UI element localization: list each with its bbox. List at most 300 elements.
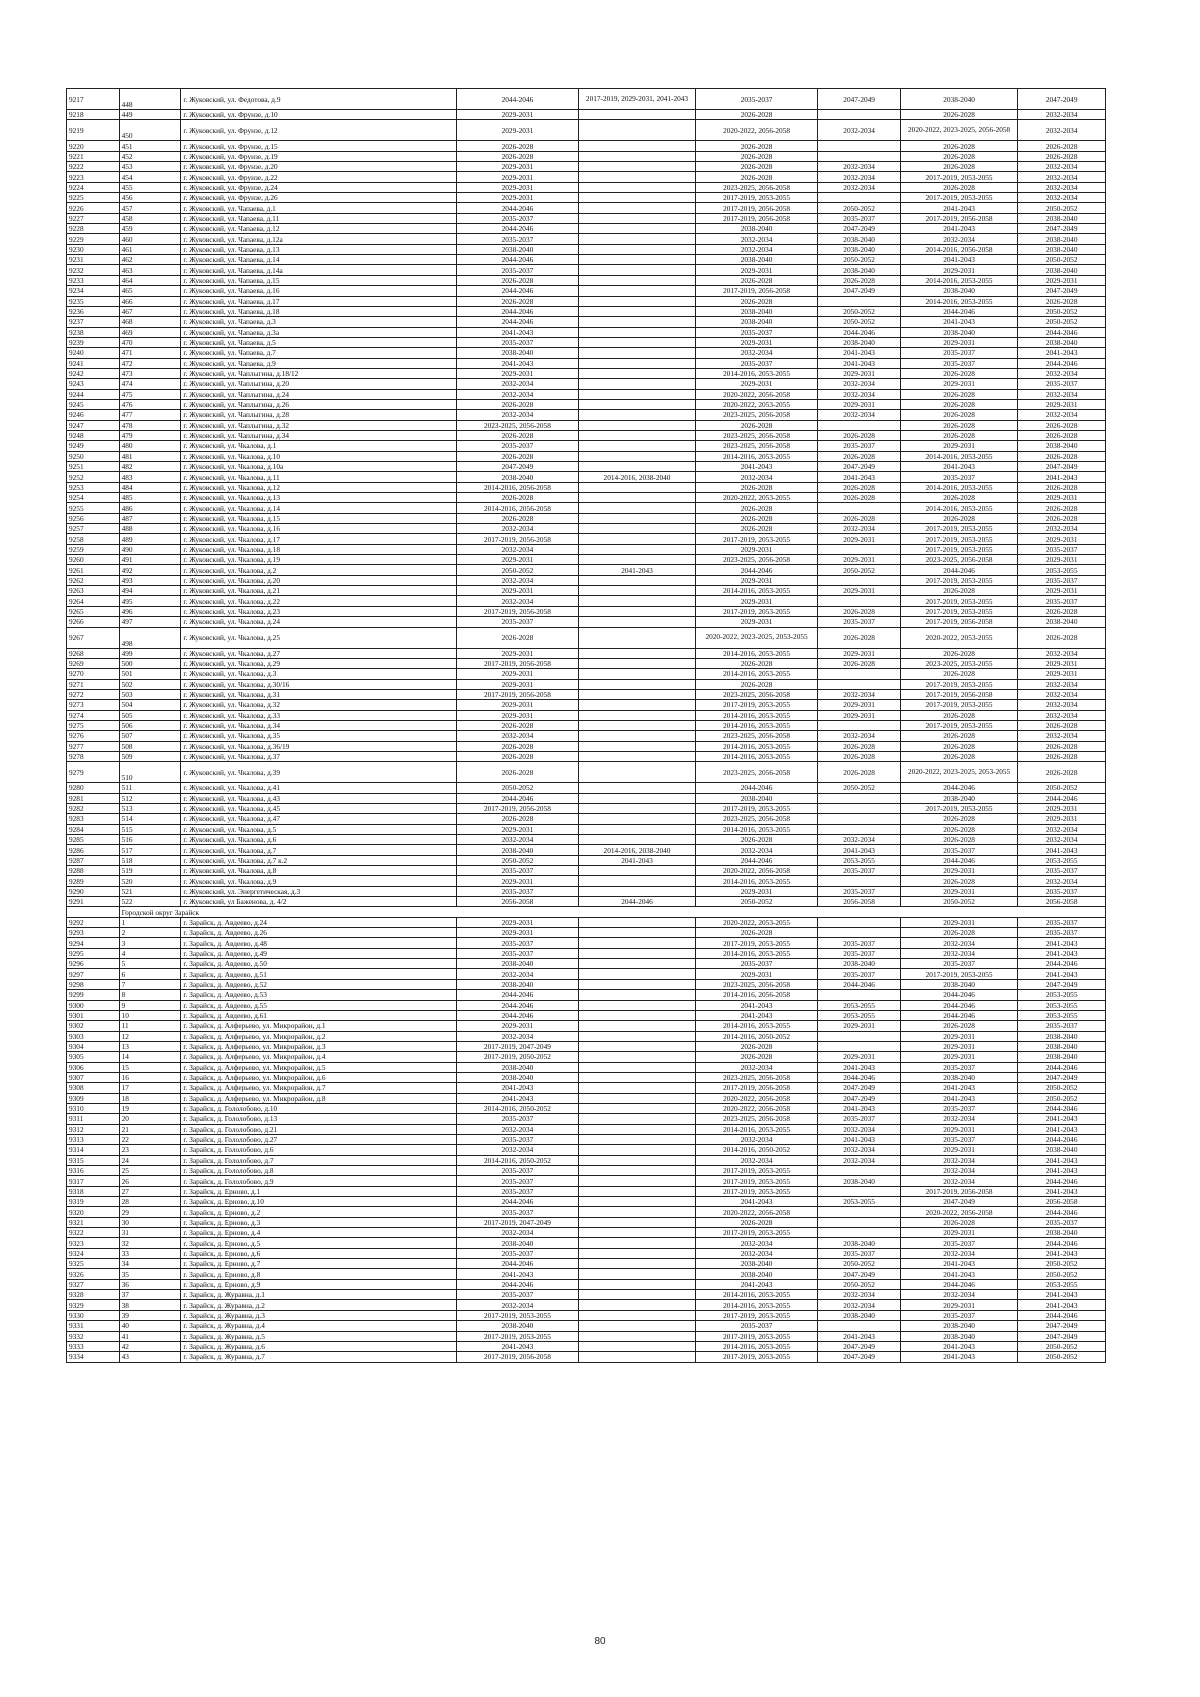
address-cell: г. Зарайск, д. Авдеево, д.26 bbox=[181, 928, 456, 938]
period-cell-5: 2026-2028 bbox=[900, 368, 1018, 378]
table-row bbox=[67, 866, 1106, 876]
row-number-cell: 482 bbox=[119, 462, 181, 472]
period-cell-2 bbox=[579, 306, 695, 316]
period-cell-6: 2044-2046 bbox=[1018, 1134, 1106, 1144]
row-number-cell: 5 bbox=[119, 959, 181, 969]
period-cell-3: 2023-2025, 2056-2058 bbox=[695, 814, 818, 824]
period-cell-2 bbox=[579, 482, 695, 492]
table-row bbox=[67, 586, 1106, 596]
period-cell-4: 2026-2028 bbox=[818, 451, 900, 461]
period-cell-1: 2044-2046 bbox=[456, 317, 579, 327]
address-cell: г. Жуковский, ул. Чаплыгина, д.24 bbox=[181, 389, 456, 399]
period-cell-6: 2035-2037 bbox=[1018, 886, 1106, 896]
row-index-cell: 9261 bbox=[67, 565, 120, 575]
period-cell-3: 2026-2028 bbox=[695, 513, 818, 523]
row-index-cell: 9332 bbox=[67, 1331, 120, 1341]
period-cell-5: 2044-2046 bbox=[900, 783, 1018, 793]
period-cell-5: 2038-2040 bbox=[900, 793, 1018, 803]
address-cell: г. Жуковский, ул. Чкалова, д.33 bbox=[181, 710, 456, 720]
period-cell-3: 2026-2028 bbox=[695, 482, 818, 492]
period-cell-5: 2029-2031 bbox=[900, 1041, 1018, 1051]
period-cell-6: 2029-2031 bbox=[1018, 399, 1106, 409]
period-cell-5: 2026-2028 bbox=[900, 731, 1018, 741]
period-cell-5: 2026-2028 bbox=[900, 493, 1018, 503]
table-row bbox=[67, 648, 1106, 658]
period-cell-5: 2014-2016, 2053-2055 bbox=[900, 503, 1018, 513]
period-cell-5: 2017-2019, 2053-2055 bbox=[900, 596, 1018, 606]
address-cell: г. Зарайск, д. Ерново, д.8 bbox=[181, 1269, 456, 1279]
period-cell-6: 2032-2034 bbox=[1018, 835, 1106, 845]
table-row bbox=[67, 1238, 1106, 1248]
table-row bbox=[67, 669, 1106, 679]
period-cell-6: 2038-2040 bbox=[1018, 617, 1106, 627]
period-cell-6: 2050-2052 bbox=[1018, 306, 1106, 316]
period-cell-1: 2026-2028 bbox=[456, 141, 579, 151]
period-cell-5: 2044-2046 bbox=[900, 1279, 1018, 1289]
period-cell-5: 2044-2046 bbox=[900, 565, 1018, 575]
period-cell-6: 2050-2052 bbox=[1018, 1093, 1106, 1103]
row-number-cell: 4 bbox=[119, 948, 181, 958]
period-cell-6: 2044-2046 bbox=[1018, 1062, 1106, 1072]
row-index-cell: 9248 bbox=[67, 430, 120, 440]
period-cell-6: 2035-2037 bbox=[1018, 379, 1106, 389]
period-cell-2 bbox=[579, 110, 695, 120]
period-cell-1: 2032-2034 bbox=[456, 969, 579, 979]
address-cell: г. Жуковский, ул. Чапаева, д.13 bbox=[181, 244, 456, 254]
period-cell-4: 2047-2049 bbox=[818, 1083, 900, 1093]
row-index-cell: 9273 bbox=[67, 700, 120, 710]
period-cell-3: 2029-2031 bbox=[695, 596, 818, 606]
row-number-cell: 30 bbox=[119, 1217, 181, 1227]
schedule-table-body bbox=[67, 89, 1106, 1363]
table-row bbox=[67, 120, 1106, 141]
row-index-cell: 9305 bbox=[67, 1052, 120, 1062]
period-cell-2 bbox=[579, 1083, 695, 1093]
row-number-cell: 471 bbox=[119, 348, 181, 358]
period-cell-2 bbox=[579, 928, 695, 938]
table-row bbox=[67, 1114, 1106, 1124]
period-cell-5: 2041-2043 bbox=[900, 1269, 1018, 1279]
period-cell-6: 2044-2046 bbox=[1018, 1310, 1106, 1320]
table-row bbox=[67, 203, 1106, 213]
period-cell-3: 2020-2022, 2053-2055 bbox=[695, 399, 818, 409]
period-cell-3: 2026-2028 bbox=[695, 162, 818, 172]
period-cell-4: 2050-2052 bbox=[818, 1259, 900, 1269]
row-index-cell: 9303 bbox=[67, 1031, 120, 1041]
period-cell-3: 2038-2040 bbox=[695, 255, 818, 265]
address-cell: г. Зарайск, д. Гололобово, д.27 bbox=[181, 1134, 456, 1144]
period-cell-5: 2032-2034 bbox=[900, 948, 1018, 958]
period-cell-1: 2014-2016, 2056-2058 bbox=[456, 503, 579, 513]
row-number-cell: 484 bbox=[119, 482, 181, 492]
period-cell-6: 2041-2043 bbox=[1018, 969, 1106, 979]
period-cell-4: 2038-2040 bbox=[818, 1238, 900, 1248]
row-number-cell: 13 bbox=[119, 1041, 181, 1051]
row-index-cell: 9334 bbox=[67, 1352, 120, 1362]
row-number-cell: 460 bbox=[119, 234, 181, 244]
table-row bbox=[67, 224, 1106, 234]
period-cell-5: 2026-2028 bbox=[900, 182, 1018, 192]
period-cell-6: 2032-2034 bbox=[1018, 700, 1106, 710]
period-cell-3: 2017-2019, 2053-2055 bbox=[695, 803, 818, 813]
period-cell-2 bbox=[579, 1207, 695, 1217]
period-cell-4: 2032-2034 bbox=[818, 1300, 900, 1310]
period-cell-2 bbox=[579, 1093, 695, 1103]
period-cell-6: 2050-2052 bbox=[1018, 317, 1106, 327]
table-row bbox=[67, 534, 1106, 544]
period-cell-4: 2035-2037 bbox=[818, 213, 900, 223]
table-row bbox=[67, 141, 1106, 151]
period-cell-4 bbox=[818, 1166, 900, 1176]
period-cell-2 bbox=[579, 544, 695, 554]
row-number-cell: 7 bbox=[119, 979, 181, 989]
address-cell: г. Жуковский, ул. Чкалова, д.43 bbox=[181, 793, 456, 803]
period-cell-5: 2032-2034 bbox=[900, 1290, 1018, 1300]
period-cell-3: 2014-2016, 2056-2058 bbox=[695, 990, 818, 1000]
period-cell-3: 2026-2028 bbox=[695, 1217, 818, 1227]
period-cell-5: 2026-2028 bbox=[900, 928, 1018, 938]
period-cell-2 bbox=[579, 1321, 695, 1331]
period-cell-6: 2035-2037 bbox=[1018, 928, 1106, 938]
row-index-cell: 9233 bbox=[67, 275, 120, 285]
table-row bbox=[67, 1321, 1106, 1331]
table-row bbox=[67, 948, 1106, 958]
period-cell-6: 2032-2034 bbox=[1018, 689, 1106, 699]
period-cell-4 bbox=[818, 990, 900, 1000]
period-cell-1: 2029-2031 bbox=[456, 120, 579, 141]
address-cell: г. Зарайск, д. Алферьево, ул. Микрорайон, д.6 bbox=[181, 1072, 456, 1082]
period-cell-4 bbox=[818, 720, 900, 730]
period-cell-5: 2026-2028 bbox=[900, 824, 1018, 834]
period-cell-6: 2035-2037 bbox=[1018, 917, 1106, 927]
row-number-cell: 42 bbox=[119, 1341, 181, 1351]
period-cell-1: 2017-2019, 2047-2049 bbox=[456, 1041, 579, 1051]
period-cell-5: 2029-2031 bbox=[900, 1228, 1018, 1238]
row-index-cell: 9292 bbox=[67, 917, 120, 927]
address-cell: г. Жуковский, ул. Чаплыгина, д.32 bbox=[181, 420, 456, 430]
period-cell-3: 2014-2016, 2053-2055 bbox=[695, 1021, 818, 1031]
period-cell-5: 2020-2022, 2023-2025, 2056-2058 bbox=[900, 120, 1018, 141]
address-cell: г. Жуковский, ул. Чкалова, д.8 bbox=[181, 866, 456, 876]
period-cell-5: 2026-2028 bbox=[900, 669, 1018, 679]
period-cell-3: 2014-2016, 2053-2055 bbox=[695, 720, 818, 730]
row-number-cell: 43 bbox=[119, 1352, 181, 1362]
address-cell: г. Жуковский, ул. Чкалова, д.18 bbox=[181, 544, 456, 554]
period-cell-2: 2044-2046 bbox=[579, 897, 695, 907]
period-cell-5: 2026-2028 bbox=[900, 1217, 1018, 1227]
row-number-cell: 8 bbox=[119, 990, 181, 1000]
period-cell-3: 2029-2031 bbox=[695, 969, 818, 979]
period-cell-3: 2038-2040 bbox=[695, 306, 818, 316]
row-number-cell: 515 bbox=[119, 824, 181, 834]
row-index-cell: 9285 bbox=[67, 835, 120, 845]
table-row bbox=[67, 296, 1106, 306]
address-cell: г. Жуковский, ул. Чкалова, д.9 bbox=[181, 876, 456, 886]
address-cell: г. Жуковский, ул. Чкалова, д.7 bbox=[181, 845, 456, 855]
period-cell-1: 2029-2031 bbox=[456, 928, 579, 938]
period-cell-3: 2026-2028 bbox=[695, 658, 818, 668]
row-index-cell: 9224 bbox=[67, 182, 120, 192]
period-cell-3: 2014-2016, 2053-2055 bbox=[695, 669, 818, 679]
table-row bbox=[67, 348, 1106, 358]
table-row bbox=[67, 627, 1106, 648]
row-number-cell: 28 bbox=[119, 1197, 181, 1207]
period-cell-3: 2023-2025, 2056-2058 bbox=[695, 182, 818, 192]
period-cell-4 bbox=[818, 917, 900, 927]
table-row bbox=[67, 845, 1106, 855]
period-cell-2 bbox=[579, 524, 695, 534]
period-cell-5: 2017-2019, 2056-2058 bbox=[900, 689, 1018, 699]
address-cell: г. Жуковский, ул. Чкалова, д.29 bbox=[181, 658, 456, 668]
period-cell-5: 2026-2028 bbox=[900, 162, 1018, 172]
table-row bbox=[67, 1134, 1106, 1144]
period-cell-5: 2029-2031 bbox=[900, 441, 1018, 451]
period-cell-3: 2023-2025, 2056-2058 bbox=[695, 731, 818, 741]
row-index-cell: 9243 bbox=[67, 379, 120, 389]
period-cell-3: 2035-2037 bbox=[695, 327, 818, 337]
period-cell-1: 2029-2031 bbox=[456, 917, 579, 927]
table-row bbox=[67, 89, 1106, 110]
table-row bbox=[67, 1093, 1106, 1103]
period-cell-1: 2026-2028 bbox=[456, 493, 579, 503]
address-cell: г. Зарайск, д. Ерново, д.7 bbox=[181, 1259, 456, 1269]
table-row bbox=[67, 990, 1106, 1000]
period-cell-6: 2047-2049 bbox=[1018, 1331, 1106, 1341]
row-index-cell: 9290 bbox=[67, 886, 120, 896]
table-row bbox=[67, 689, 1106, 699]
row-index-cell: 9288 bbox=[67, 866, 120, 876]
period-cell-1: 2056-2058 bbox=[456, 897, 579, 907]
period-cell-4: 2041-2043 bbox=[818, 358, 900, 368]
period-cell-4: 2047-2049 bbox=[818, 1269, 900, 1279]
row-index-cell: 9219 bbox=[67, 120, 120, 141]
row-number-cell: 458 bbox=[119, 213, 181, 223]
period-cell-6: 2047-2049 bbox=[1018, 286, 1106, 296]
period-cell-1: 2017-2019, 2056-2058 bbox=[456, 803, 579, 813]
row-number-cell: 490 bbox=[119, 544, 181, 554]
period-cell-3: 2041-2043 bbox=[695, 462, 818, 472]
period-cell-6: 2032-2034 bbox=[1018, 524, 1106, 534]
period-cell-4 bbox=[818, 876, 900, 886]
period-cell-2 bbox=[579, 1021, 695, 1031]
period-cell-4: 2047-2049 bbox=[818, 224, 900, 234]
period-cell-3: 2029-2031 bbox=[695, 544, 818, 554]
address-cell: г. Зарайск, д. Алферьево, ул. Микрорайон, д.3 bbox=[181, 1041, 456, 1051]
period-cell-2 bbox=[579, 1248, 695, 1258]
row-index-cell: 9323 bbox=[67, 1238, 120, 1248]
period-cell-2 bbox=[579, 990, 695, 1000]
period-cell-3: 2017-2019, 2053-2055 bbox=[695, 606, 818, 616]
period-cell-5: 2026-2028 bbox=[900, 389, 1018, 399]
table-row bbox=[67, 1207, 1106, 1217]
row-number-cell: 479 bbox=[119, 430, 181, 440]
period-cell-5: 2032-2034 bbox=[900, 1176, 1018, 1186]
address-cell: г. Жуковский, ул. Чкалова, д.35 bbox=[181, 731, 456, 741]
row-number-cell: 470 bbox=[119, 337, 181, 347]
period-cell-3: 2026-2028 bbox=[695, 835, 818, 845]
period-cell-4: 2035-2037 bbox=[818, 969, 900, 979]
address-cell: г. Жуковский, ул. Чкалова, д.34 bbox=[181, 720, 456, 730]
row-number-cell: 465 bbox=[119, 286, 181, 296]
period-cell-6: 2041-2043 bbox=[1018, 948, 1106, 958]
period-cell-3: 2020-2022, 2056-2058 bbox=[695, 1093, 818, 1103]
address-cell: г. Жуковский, ул. Чкалова, д.1 bbox=[181, 441, 456, 451]
address-cell: г. Жуковский, ул. Чкалова, д.7 к.2 bbox=[181, 855, 456, 865]
address-cell: г. Жуковский, ул. Чкалова, д.15 bbox=[181, 513, 456, 523]
period-cell-3: 2026-2028 bbox=[695, 928, 818, 938]
period-cell-6: 2041-2043 bbox=[1018, 1248, 1106, 1258]
row-number-cell: 520 bbox=[119, 876, 181, 886]
address-cell: г. Жуковский, ул. Фрунзе, д.24 bbox=[181, 182, 456, 192]
row-number-cell: 23 bbox=[119, 1145, 181, 1155]
row-number-cell: 18 bbox=[119, 1093, 181, 1103]
period-cell-4 bbox=[818, 814, 900, 824]
period-cell-1: 2029-2031 bbox=[456, 110, 579, 120]
row-number-cell: 518 bbox=[119, 855, 181, 865]
period-cell-2 bbox=[579, 751, 695, 761]
table-row bbox=[67, 513, 1106, 523]
period-cell-6: 2026-2028 bbox=[1018, 751, 1106, 761]
row-index-cell: 9282 bbox=[67, 803, 120, 813]
period-cell-1: 2029-2031 bbox=[456, 710, 579, 720]
period-cell-5: 2038-2040 bbox=[900, 979, 1018, 989]
row-number-cell: 6 bbox=[119, 969, 181, 979]
period-cell-2 bbox=[579, 1041, 695, 1051]
period-cell-3: 2017-2019, 2053-2055 bbox=[695, 1352, 818, 1362]
period-cell-4: 2029-2031 bbox=[818, 368, 900, 378]
period-cell-1: 2047-2049 bbox=[456, 462, 579, 472]
row-index-cell: 9271 bbox=[67, 679, 120, 689]
row-index-cell: 9278 bbox=[67, 751, 120, 761]
row-number-cell: 516 bbox=[119, 835, 181, 845]
period-cell-2 bbox=[579, 1155, 695, 1165]
table-row bbox=[67, 358, 1106, 368]
period-cell-6: 2029-2031 bbox=[1018, 586, 1106, 596]
address-cell: г. Жуковский, ул. Чкалова, д.10а bbox=[181, 462, 456, 472]
period-cell-4 bbox=[818, 544, 900, 554]
period-cell-2 bbox=[579, 1145, 695, 1155]
row-index-cell: 9299 bbox=[67, 990, 120, 1000]
row-index-cell: 9226 bbox=[67, 203, 120, 213]
table-row bbox=[67, 182, 1106, 192]
period-cell-5: 2026-2028 bbox=[900, 399, 1018, 409]
row-index-cell: 9237 bbox=[67, 317, 120, 327]
period-cell-3: 2014-2016, 2053-2055 bbox=[695, 948, 818, 958]
table-row bbox=[67, 575, 1106, 585]
table-row bbox=[67, 213, 1106, 223]
row-index-cell: 9309 bbox=[67, 1093, 120, 1103]
period-cell-6: 2038-2040 bbox=[1018, 265, 1106, 275]
period-cell-3: 2014-2016, 2053-2055 bbox=[695, 1290, 818, 1300]
row-number-cell: 504 bbox=[119, 700, 181, 710]
period-cell-6: 2026-2028 bbox=[1018, 503, 1106, 513]
period-cell-6: 2050-2052 bbox=[1018, 203, 1106, 213]
table-row bbox=[67, 1352, 1106, 1362]
address-cell: г. Жуковский, ул. Чапаева, д.7 bbox=[181, 348, 456, 358]
period-cell-1: 2026-2028 bbox=[456, 627, 579, 648]
period-cell-2 bbox=[579, 451, 695, 461]
period-cell-6: 2047-2049 bbox=[1018, 89, 1106, 110]
period-cell-1: 2032-2034 bbox=[456, 379, 579, 389]
period-cell-1: 2032-2034 bbox=[456, 410, 579, 420]
period-cell-5: 2026-2028 bbox=[900, 1021, 1018, 1031]
table-row bbox=[67, 1248, 1106, 1258]
row-number-cell: 1 bbox=[119, 917, 181, 927]
address-cell: г. Жуковский, ул. Чкалова, д.39 bbox=[181, 762, 456, 783]
period-cell-2 bbox=[579, 1238, 695, 1248]
address-cell: г. Жуковский, ул. Чкалова, д.41 bbox=[181, 783, 456, 793]
period-cell-6: 2050-2052 bbox=[1018, 1352, 1106, 1362]
period-cell-1: 2035-2037 bbox=[456, 1207, 579, 1217]
period-cell-6: 2044-2046 bbox=[1018, 793, 1106, 803]
period-cell-3: 2017-2019, 2053-2055 bbox=[695, 534, 818, 544]
address-cell: г. Зарайск, д. Журавна, д.1 bbox=[181, 1290, 456, 1300]
period-cell-5: 2041-2043 bbox=[900, 317, 1018, 327]
address-cell: г. Жуковский, ул. Чапаева, д.11 bbox=[181, 213, 456, 223]
table-row bbox=[67, 565, 1106, 575]
period-cell-1: 2041-2043 bbox=[456, 1341, 579, 1351]
address-cell: г. Жуковский, ул. Чкалова, д.19 bbox=[181, 555, 456, 565]
period-cell-1: 2029-2031 bbox=[456, 368, 579, 378]
period-cell-5: 2041-2043 bbox=[900, 224, 1018, 234]
period-cell-3: 2014-2016, 2053-2055 bbox=[695, 876, 818, 886]
row-number-cell: 10 bbox=[119, 1010, 181, 1020]
row-index-cell: 9239 bbox=[67, 337, 120, 347]
address-cell: г. Жуковский, ул. Чаплыгина, д.28 bbox=[181, 410, 456, 420]
period-cell-4: 2026-2028 bbox=[818, 751, 900, 761]
address-cell: г. Жуковский, ул. Чапаева, д.14а bbox=[181, 265, 456, 275]
table-row bbox=[67, 959, 1106, 969]
row-index-cell: 9325 bbox=[67, 1259, 120, 1269]
row-number-cell: 506 bbox=[119, 720, 181, 730]
period-cell-6: 2044-2046 bbox=[1018, 1207, 1106, 1217]
row-index-cell: 9223 bbox=[67, 172, 120, 182]
period-cell-5: 2035-2037 bbox=[900, 1238, 1018, 1248]
period-cell-2 bbox=[579, 1124, 695, 1134]
period-cell-1: 2029-2031 bbox=[456, 555, 579, 565]
row-index-cell: 9242 bbox=[67, 368, 120, 378]
period-cell-4 bbox=[818, 1321, 900, 1331]
row-index-cell: 9232 bbox=[67, 265, 120, 275]
table-row bbox=[67, 928, 1106, 938]
row-index-cell: 9294 bbox=[67, 938, 120, 948]
period-cell-3: 2014-2016, 2053-2055 bbox=[695, 368, 818, 378]
row-number-cell: 462 bbox=[119, 255, 181, 265]
row-index-cell: 9304 bbox=[67, 1041, 120, 1051]
row-number-cell: 499 bbox=[119, 648, 181, 658]
period-cell-2 bbox=[579, 1114, 695, 1124]
row-index-cell: 9229 bbox=[67, 234, 120, 244]
period-cell-4: 2053-2055 bbox=[818, 1010, 900, 1020]
row-index-cell: 9287 bbox=[67, 855, 120, 865]
period-cell-1: 2044-2046 bbox=[456, 224, 579, 234]
table-row bbox=[67, 389, 1106, 399]
row-index-cell: 9322 bbox=[67, 1228, 120, 1238]
row-number-cell: 17 bbox=[119, 1083, 181, 1093]
row-index-cell: 9227 bbox=[67, 213, 120, 223]
address-cell: г. Зарайск, д. Авдеево, д.24 bbox=[181, 917, 456, 927]
period-cell-4: 2044-2046 bbox=[818, 979, 900, 989]
row-index-cell: 9260 bbox=[67, 555, 120, 565]
row-index-cell: 9279 bbox=[67, 762, 120, 783]
period-cell-4 bbox=[818, 1207, 900, 1217]
period-cell-6: 2038-2040 bbox=[1018, 1031, 1106, 1041]
row-index-cell: 9269 bbox=[67, 658, 120, 668]
address-cell: г. Жуковский, ул. Фрунзе, д.26 bbox=[181, 193, 456, 203]
address-cell: г. Жуковский, ул. Чапаева, д.14 bbox=[181, 255, 456, 265]
period-cell-1: 2032-2034 bbox=[456, 1145, 579, 1155]
period-cell-4: 2038-2040 bbox=[818, 1176, 900, 1186]
